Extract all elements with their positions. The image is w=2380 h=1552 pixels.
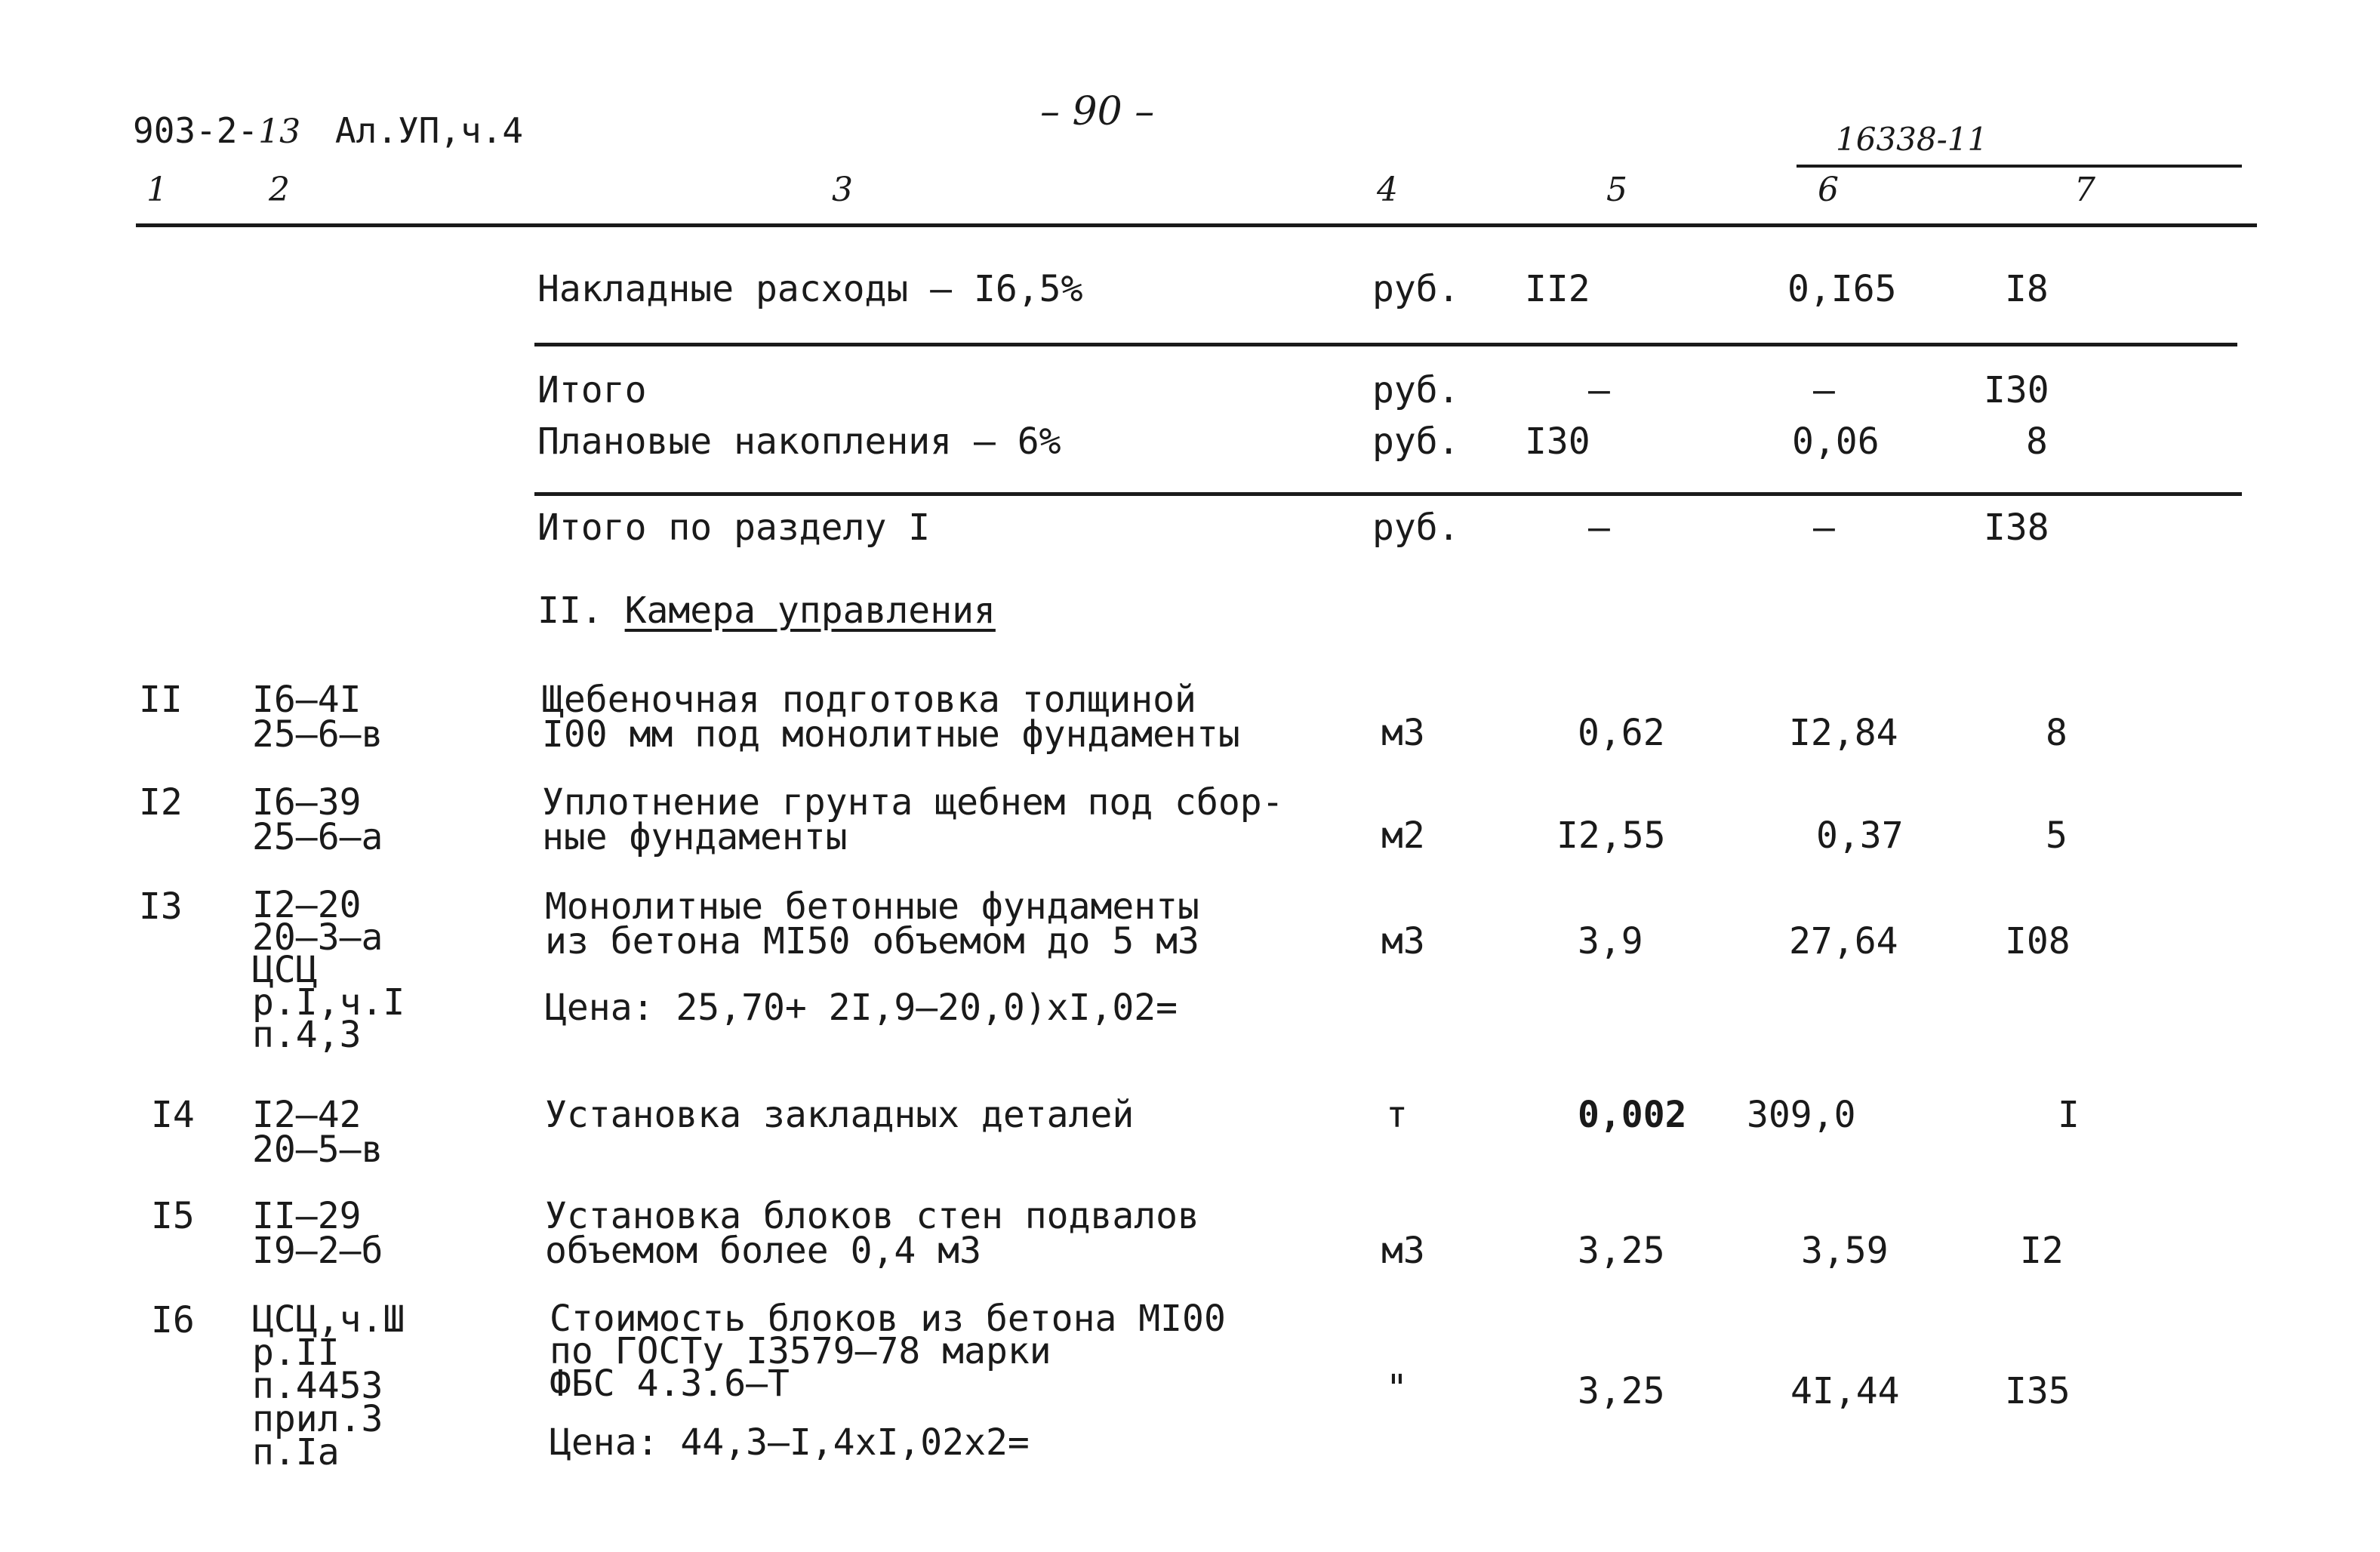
item-price: 27,64: [1789, 920, 1898, 962]
summary-overhead-qty: II2: [1525, 268, 1590, 310]
item-total: 8: [2046, 712, 2067, 754]
summary-subtotal-unit: руб.: [1372, 369, 1460, 411]
summary-planned-desc: Плановые накопления – 6%: [537, 420, 1061, 463]
summary-planned-unit: руб.: [1372, 420, 1460, 463]
column-number-3: 3: [832, 171, 853, 209]
item-total: I35: [2005, 1370, 2071, 1412]
item-price: 309,0: [1747, 1094, 1856, 1136]
item-number: I2: [139, 781, 183, 824]
item-quantity: 0,002: [1578, 1094, 1687, 1136]
section-heading: [537, 590, 996, 632]
item-unit: ": [1386, 1367, 1408, 1409]
item-quantity: 3,9: [1578, 920, 1643, 962]
summary-rule-2: [534, 492, 2242, 496]
summary-section-total-desc: Итого по разделу I: [537, 507, 931, 549]
archive-number: 16338-11: [1836, 121, 1988, 158]
summary-section-total-total: I38: [1984, 507, 2049, 549]
item-price-note: Цена: 44,3–I,4хI,02х2=: [550, 1421, 1030, 1464]
section-number: II.: [537, 590, 603, 632]
column-header-rule: [136, 223, 2257, 227]
summary-section-total-unit: руб.: [1372, 507, 1460, 549]
item-total: 5: [2046, 814, 2067, 857]
item-description: Щебеночная подготовка толщиной I00 мм под монолитные фундаменты: [542, 679, 1240, 756]
column-number-2: 2: [269, 171, 290, 209]
doc-code-handwritten: 13: [258, 112, 301, 151]
item-unit: м2: [1381, 814, 1425, 857]
header-rule: [1797, 165, 2242, 168]
doc-code-typed: 903-2-: [133, 110, 259, 151]
summary-section-total-qty: –: [1588, 507, 1610, 549]
item-total: I2: [2020, 1230, 2064, 1272]
item-description: Установка блоков стен подвалов объемом более 0,4 м3: [545, 1195, 1199, 1272]
summary-planned-total: 8: [2026, 420, 2048, 463]
item-quantity: 0,62: [1578, 712, 1665, 754]
item-total: I: [2058, 1094, 2080, 1136]
summary-overhead-desc: Накладные расходы – I6,5%: [537, 268, 1083, 310]
item-code: II–29 I9–2–б: [252, 1195, 383, 1272]
summary-planned-price: 0,06: [1792, 420, 1880, 463]
item-number: I4: [151, 1094, 195, 1136]
item-description: Установка закладных деталей: [545, 1094, 1135, 1136]
item-number: I6: [151, 1299, 195, 1341]
item-total: I08: [2005, 920, 2071, 962]
document-code: [133, 110, 523, 151]
item-price: I2,84: [1789, 712, 1898, 754]
item-number: I3: [139, 885, 183, 928]
item-unit: м3: [1381, 1230, 1425, 1272]
summary-subtotal-qty: –: [1588, 369, 1610, 411]
summary-overhead-unit: руб.: [1372, 268, 1460, 310]
item-description: Монолитные бетонные фундаменты из бетона МI50 объемом до 5 м3: [545, 885, 1199, 962]
column-number-1: 1: [146, 171, 168, 209]
item-number: I5: [151, 1195, 195, 1237]
summary-section-total-price: –: [1813, 507, 1835, 549]
section-title: Камера управления: [624, 590, 996, 632]
item-quantity: 3,25: [1578, 1370, 1665, 1412]
item-number: II: [139, 679, 183, 721]
album-part: Ал.УП,ч.4: [334, 110, 524, 151]
item-description: Стоимость блоков из бетона МI00 по ГОСТу I3579–78 марки ФБС 4.3.6–Т: [550, 1298, 1226, 1405]
item-code: I2–20 20–3–а ЦСЦ р.I,ч.I п.4,3: [252, 884, 405, 1056]
item-unit: т: [1386, 1094, 1408, 1136]
item-code: I6–4I 25–6–в: [252, 679, 383, 756]
item-unit: м3: [1381, 712, 1425, 754]
page-number: – 90 –: [1040, 89, 1155, 134]
summary-subtotal-price: –: [1813, 369, 1835, 411]
item-price: 0,37: [1816, 814, 1904, 857]
item-unit: м3: [1381, 920, 1425, 962]
summary-rule-1: [534, 343, 2237, 346]
summary-planned-qty: I30: [1525, 420, 1590, 463]
column-number-6: 6: [1818, 171, 1839, 209]
summary-overhead-total: I8: [2005, 268, 2049, 310]
summary-overhead-price: 0,I65: [1787, 268, 1897, 310]
item-description: Уплотнение грунта щебнем под сбор- ные фундаменты: [542, 781, 1284, 858]
item-price: 3,59: [1801, 1230, 1889, 1272]
column-number-4: 4: [1377, 171, 1398, 209]
summary-subtotal-desc: Итого: [537, 369, 647, 411]
column-number-7: 7: [2074, 171, 2095, 209]
item-code: ЦСЦ,ч.Ш р.II п.4453 прил.3 п.Iа: [252, 1298, 405, 1473]
item-code: I2–42 20–5–в: [252, 1094, 383, 1171]
item-quantity: I2,55: [1556, 814, 1666, 857]
item-quantity: 3,25: [1578, 1230, 1665, 1272]
item-code: I6–39 25–6–а: [252, 781, 383, 858]
summary-subtotal-total: I30: [1984, 369, 2049, 411]
item-price-note: Цена: 25,70+ 2I,9–20,0)хI,02=: [545, 987, 1178, 1029]
item-price: 4I,44: [1790, 1370, 1900, 1412]
column-number-5: 5: [1606, 171, 1627, 209]
